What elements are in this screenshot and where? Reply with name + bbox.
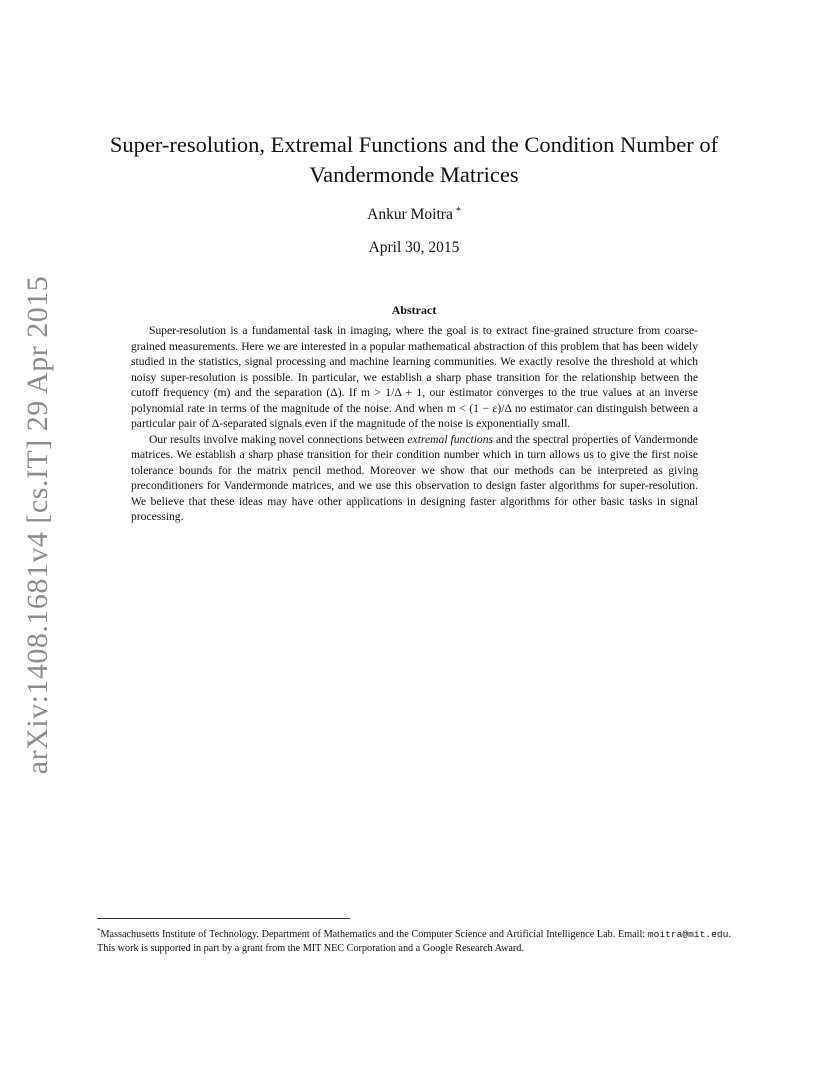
footnote-email: moitra@mit.edu <box>647 929 729 940</box>
arxiv-side-stamp: arXiv:1408.1681v4 [cs.IT] 29 Apr 2015 <box>21 275 54 775</box>
footnote-text-b: . This work is supported in part by a grant from the MIT NEC Corporation and a Google Research Award. <box>97 929 731 954</box>
footnote <box>97 924 731 956</box>
title-line-1: Super-resolution, Extremal Functions and the Condition Number of <box>109 132 719 157</box>
abstract-p2-text-b: and the spectral properties of Vandermonde matrices. We establish a sharp phase transition for their condition number which in turn allows us to give the first noise tolerance bounds for the matrix pencil method. Moreover we show that our methods can be interpreted as giving preconditioners for Vandermonde matrices, and we use this observation to design faster algorithms for super-resolution. We believe that these ideas may have other applications in designing faster algorithms for other basic tasks in signal processing. <box>131 432 698 523</box>
footnote-text-a: Massachusetts Institute of Technology. Department of Mathematics and the Computer Science and Artificial Intelligence Lab. Email: <box>100 929 648 940</box>
paper-title <box>80 130 748 190</box>
author-line <box>0 206 828 224</box>
title-line-2: Vandermonde Matrices <box>309 162 519 187</box>
footnote-rule <box>97 918 350 919</box>
abstract-body <box>131 323 698 525</box>
abstract-paragraph-2 <box>131 432 698 525</box>
abstract-p2-text-a: Our results involve making novel connections between <box>149 432 408 446</box>
author-name: Ankur Moitra <box>367 206 453 223</box>
abstract-heading: Abstract <box>391 303 437 317</box>
footnote-mark: * <box>97 927 101 935</box>
abstract-paragraph-1: Super-resolution is a fundamental task in imaging, where the goal is to extract fine-grained structure from coarse-grained measurements. Here we are interested in a popular mathematical abstraction of this problem that has been widely studied in the statistics, signal processing and machine learning communities. We exactly resolve the threshold at which noisy super-resolution is possible. In particular, we establish a sharp phase transition for the relationship between the cutoff frequency (m) and the separation (Δ). If m > 1/Δ + 1, our estimator converges to the true values at an inverse polynomial rate in terms of the magnitude of the noise. And when m < (1 − ε)/Δ no estimator can distinguish between a particular pair of Δ-separated signals even if the magnitude of the noise is exponentially small. <box>131 324 698 430</box>
abstract-p2-italic: extremal functions <box>407 432 494 446</box>
author-footnote-mark: * <box>455 206 461 217</box>
paper-date: April 30, 2015 <box>368 239 460 256</box>
